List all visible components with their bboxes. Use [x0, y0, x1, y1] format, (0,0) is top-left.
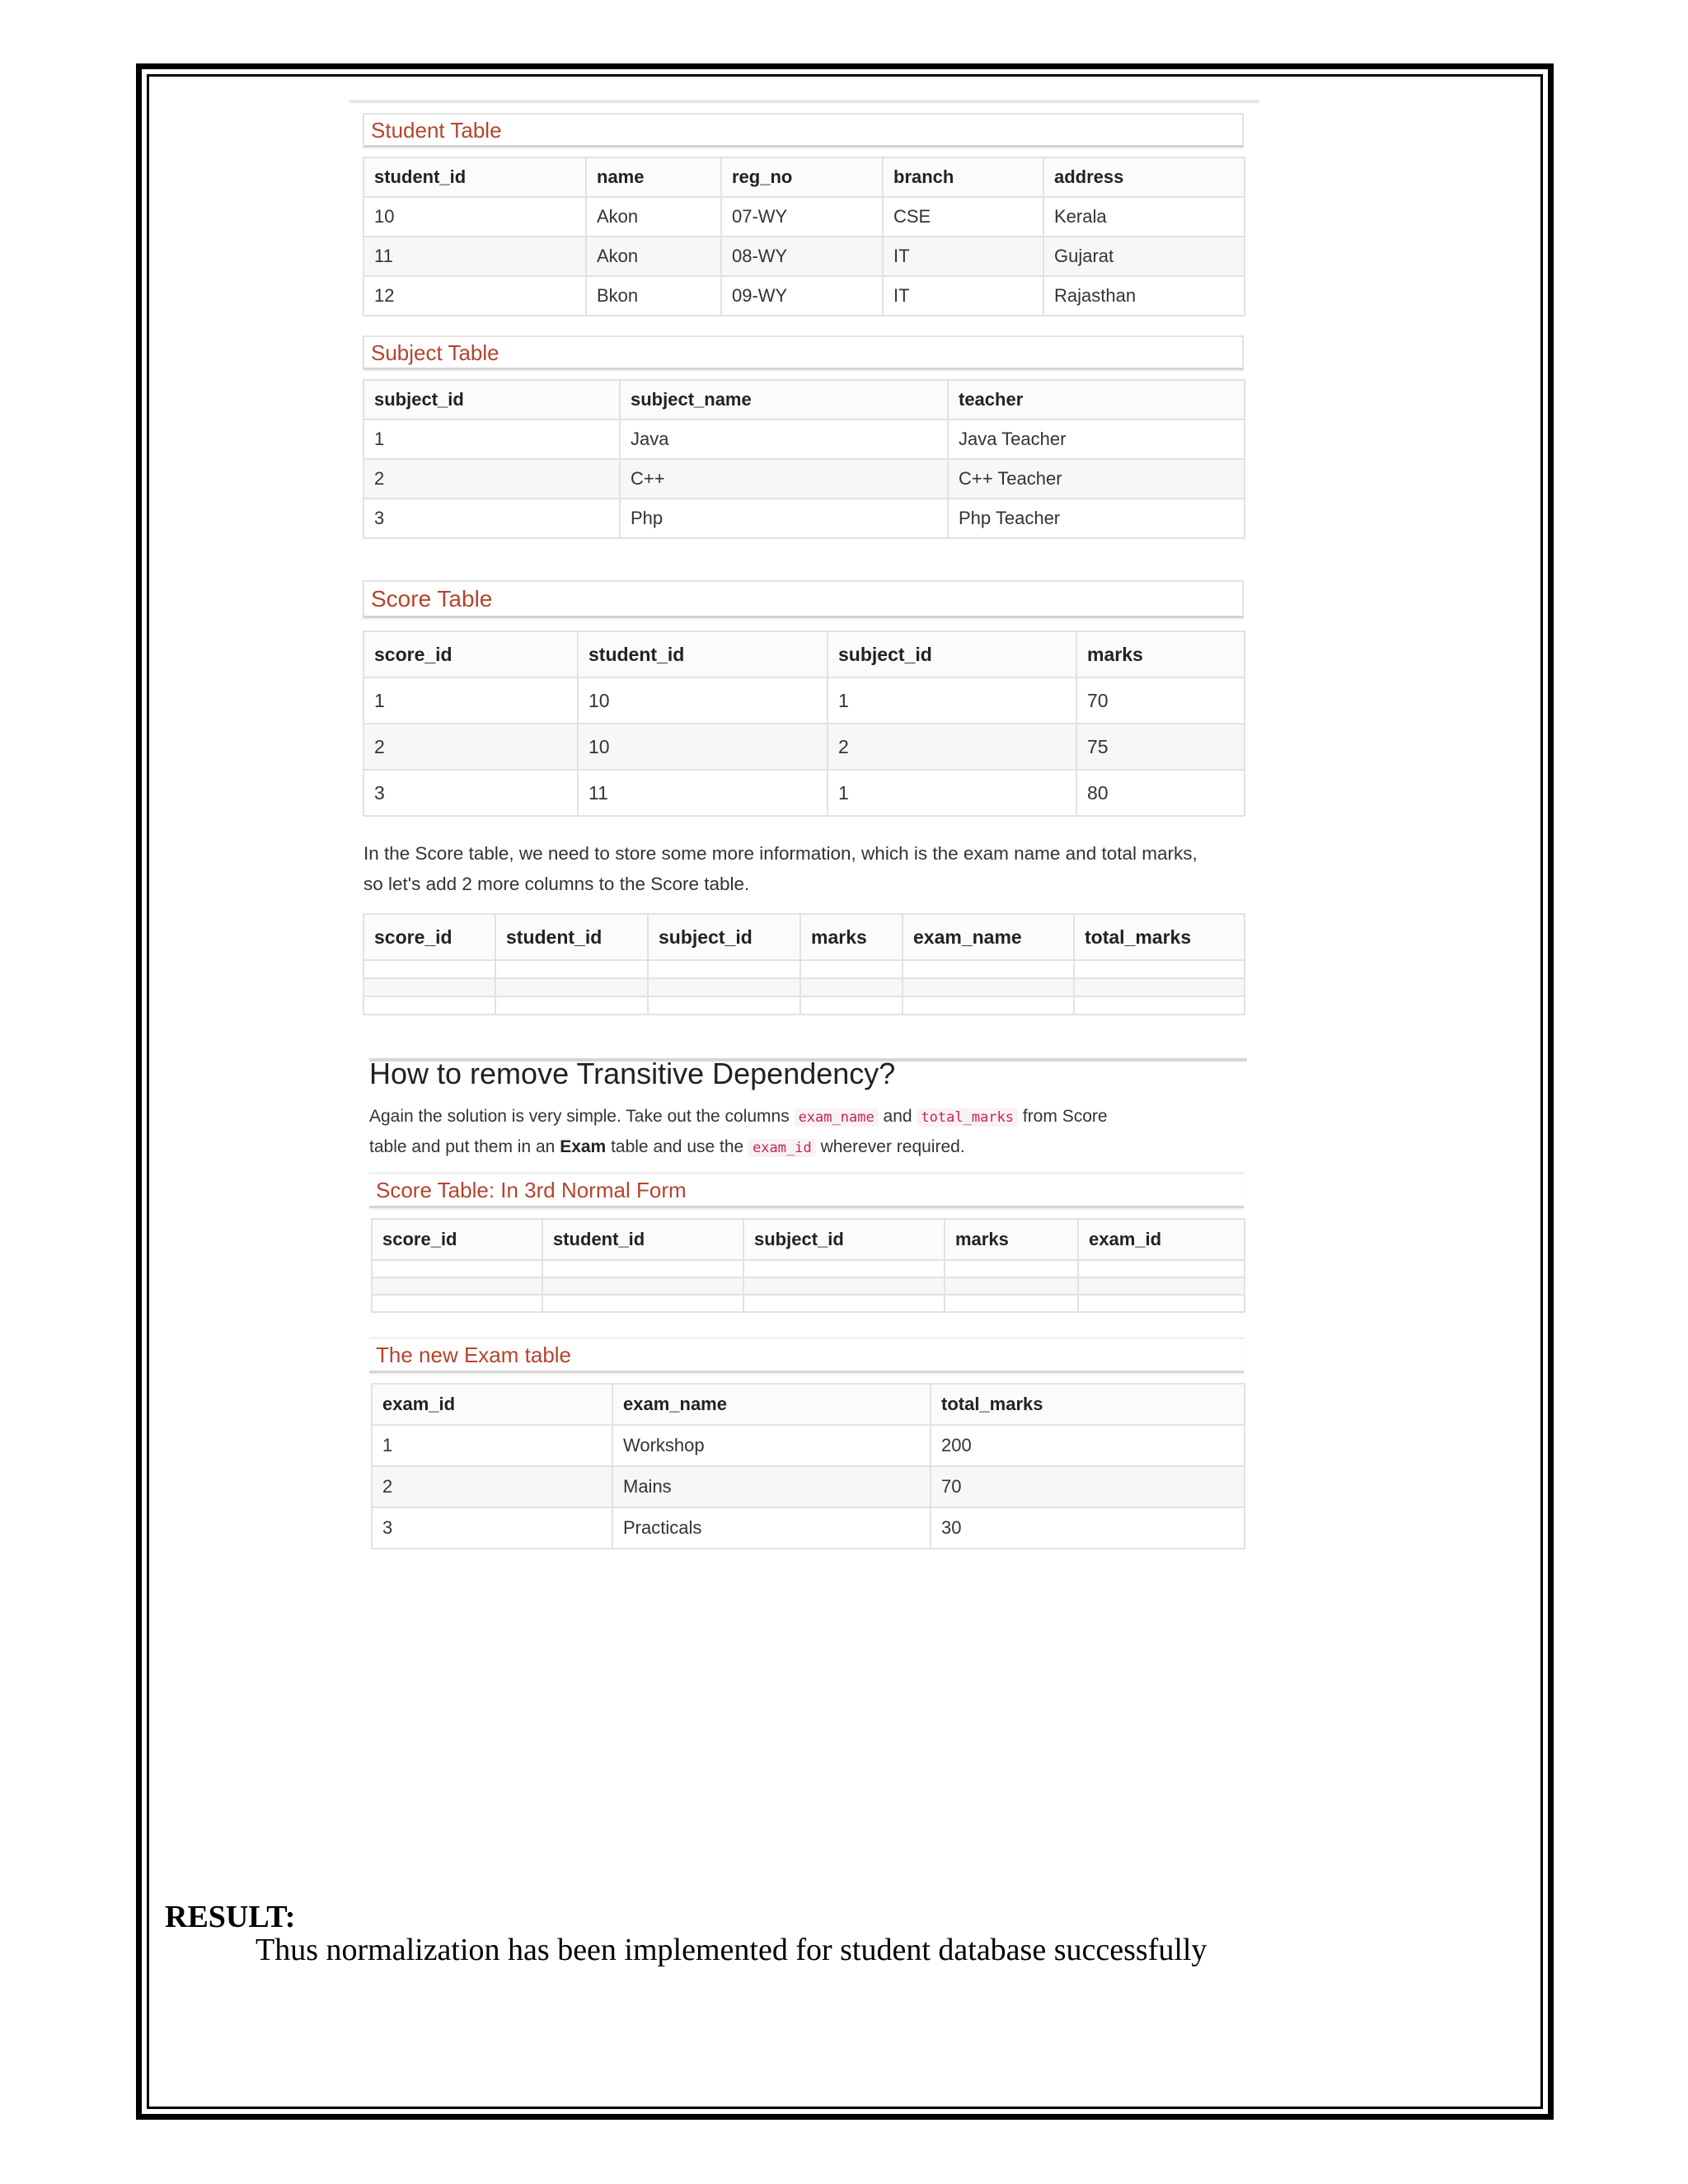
table-cell: 3 — [372, 1507, 612, 1549]
table-cell: 12 — [363, 276, 586, 316]
text-span: Again the solution is very simple. Take out the columns — [369, 1107, 790, 1126]
score-3nf-title: Score Table: In 3rd Normal Form — [369, 1172, 1244, 1208]
table-cell: 10 — [363, 197, 586, 237]
table-row — [372, 1260, 1245, 1277]
column-header: subject_id — [648, 914, 800, 960]
table-cell: Rajasthan — [1043, 276, 1245, 316]
table-header-row — [363, 914, 1245, 960]
table-row — [372, 1277, 1245, 1295]
top-divider — [349, 100, 1259, 103]
subject-table — [363, 379, 1245, 539]
table-row — [363, 459, 1245, 499]
column-header: name — [586, 157, 721, 197]
table-cell: Akon — [586, 197, 721, 237]
table-header-row — [372, 1219, 1245, 1260]
table-cell: C++ Teacher — [948, 459, 1245, 499]
table-cell: 3 — [363, 770, 578, 816]
text-span: table and put them in an — [369, 1137, 556, 1156]
code-total-marks: total_marks — [917, 1108, 1018, 1127]
table-header-row — [363, 380, 1245, 419]
table-cell: 1 — [363, 677, 578, 724]
table-cell: Akon — [586, 237, 721, 276]
table-cell: IT — [883, 237, 1043, 276]
score-extended-table — [363, 913, 1245, 1015]
table-row — [372, 1466, 1245, 1507]
table-cell: Kerala — [1043, 197, 1245, 237]
text-span: and — [883, 1107, 912, 1126]
column-header: subject_id — [743, 1219, 945, 1260]
student-table-title: Student Table — [363, 113, 1244, 148]
column-header: score_id — [363, 631, 578, 677]
transitive-paragraph — [369, 1102, 1108, 1163]
table-cell: 75 — [1076, 724, 1245, 770]
table-cell: 2 — [363, 724, 578, 770]
column-header: subject_id — [363, 380, 620, 419]
table-row — [363, 724, 1245, 770]
transitive-paragraph-line-1 — [369, 1102, 1108, 1132]
table-cell: 70 — [931, 1466, 1245, 1507]
table-row — [363, 770, 1245, 816]
column-header: exam_id — [1078, 1219, 1245, 1260]
column-header: exam_id — [372, 1384, 612, 1425]
table-row — [363, 978, 1245, 996]
column-header: marks — [945, 1219, 1078, 1260]
table-row — [363, 677, 1245, 724]
subject-table-title: Subject Table — [363, 335, 1244, 370]
column-header: student_id — [363, 157, 586, 197]
table-cell: 10 — [578, 724, 828, 770]
column-header: total_marks — [931, 1384, 1245, 1425]
score-table-title: Score Table — [363, 580, 1244, 618]
exam-table — [371, 1383, 1245, 1549]
score-table — [363, 630, 1245, 817]
column-header: branch — [883, 157, 1043, 197]
table-cell: Practicals — [612, 1507, 931, 1549]
table-cell: 08-WY — [721, 237, 883, 276]
table-row — [363, 960, 1245, 978]
column-header: total_marks — [1074, 914, 1245, 960]
exam-table-title: The new Exam table — [369, 1337, 1244, 1373]
table-cell: Bkon — [586, 276, 721, 316]
text-span: from Score — [1022, 1107, 1108, 1126]
table-row — [363, 419, 1245, 459]
table-row — [363, 197, 1245, 237]
table-cell: Mains — [612, 1466, 931, 1507]
result-text: Thus normalization has been implemented for student database successfully — [256, 1933, 1207, 1967]
column-header: teacher — [948, 380, 1245, 419]
student-table — [363, 157, 1245, 316]
column-header: marks — [1076, 631, 1245, 677]
code-exam-id: exam_id — [748, 1139, 816, 1157]
table-cell: 2 — [372, 1466, 612, 1507]
column-header: student_id — [542, 1219, 743, 1260]
table-row — [372, 1295, 1245, 1312]
score-note-line-1: In the Score table, we need to store some more information, which is the exam name and total marks, — [363, 843, 1198, 864]
table-cell: 80 — [1076, 770, 1245, 816]
column-header: subject_name — [620, 380, 948, 419]
text-span: wherever required. — [820, 1137, 965, 1156]
bold-exam: Exam — [560, 1137, 607, 1156]
table-cell: 09-WY — [721, 276, 883, 316]
column-header: student_id — [578, 631, 828, 677]
table-cell: 2 — [363, 459, 620, 499]
table-cell: 1 — [372, 1425, 612, 1466]
table-cell: Java — [620, 419, 948, 459]
table-cell: 07-WY — [721, 197, 883, 237]
score-note-line-2: so let's add 2 more columns to the Score table. — [363, 874, 750, 894]
transitive-heading: How to remove Transitive Dependency? — [369, 1057, 896, 1090]
table-row — [372, 1425, 1245, 1466]
table-cell: Php Teacher — [948, 499, 1245, 538]
column-header: exam_name — [612, 1384, 931, 1425]
table-cell: CSE — [883, 197, 1043, 237]
column-header: address — [1043, 157, 1245, 197]
column-header: reg_no — [721, 157, 883, 197]
table-row — [363, 996, 1245, 1015]
table-cell: Php — [620, 499, 948, 538]
table-cell: 11 — [363, 237, 586, 276]
table-cell: Workshop — [612, 1425, 931, 1466]
table-cell: 11 — [578, 770, 828, 816]
table-cell: Gujarat — [1043, 237, 1245, 276]
table-cell: 200 — [931, 1425, 1245, 1466]
column-header: score_id — [363, 914, 495, 960]
table-row — [363, 276, 1245, 316]
text-span: table and use the — [611, 1137, 744, 1156]
table-cell: 1 — [828, 770, 1076, 816]
table-row — [363, 499, 1245, 538]
column-header: score_id — [372, 1219, 542, 1260]
table-header-row — [372, 1384, 1245, 1425]
table-cell: 10 — [578, 677, 828, 724]
table-cell: C++ — [620, 459, 948, 499]
table-cell: 1 — [828, 677, 1076, 724]
score-note — [363, 838, 1198, 899]
transitive-paragraph-line-2 — [369, 1132, 1108, 1163]
table-row — [372, 1507, 1245, 1549]
table-cell: 3 — [363, 499, 620, 538]
column-header: student_id — [495, 914, 648, 960]
column-header: subject_id — [828, 631, 1076, 677]
column-header: exam_name — [903, 914, 1074, 960]
table-cell: 70 — [1076, 677, 1245, 724]
code-exam-name: exam_name — [795, 1108, 879, 1127]
table-cell: Java Teacher — [948, 419, 1245, 459]
table-cell: 2 — [828, 724, 1076, 770]
table-header-row — [363, 157, 1245, 197]
table-cell: 30 — [931, 1507, 1245, 1549]
table-cell: 1 — [363, 419, 620, 459]
table-header-row — [363, 631, 1245, 677]
table-cell: IT — [883, 276, 1043, 316]
column-header: marks — [800, 914, 903, 960]
result-label: RESULT: — [165, 1900, 296, 1934]
score-3nf-table — [371, 1218, 1245, 1313]
table-row — [363, 237, 1245, 276]
